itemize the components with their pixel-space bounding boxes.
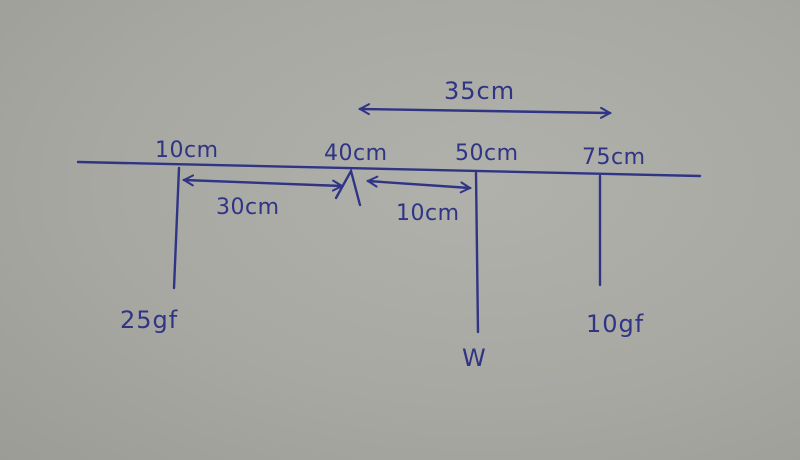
thread-25gf [174,168,179,288]
label-position-40cm: 40cm [324,141,388,166]
label-distance-35cm: 35cm [444,77,516,105]
label-position-75cm: 75cm [582,145,646,170]
label-load-10gf: 10gf [586,310,645,338]
label-distance-10cm: 10cm [396,201,460,226]
label-distance-30cm: 30cm [216,195,280,220]
arrow-10cm [368,181,470,188]
label-load-25gf: 25gf [120,306,179,334]
arrow-35cm [360,109,610,113]
label-position-50cm: 50cm [455,141,519,166]
arrow-30cm [184,180,342,186]
label-load-w: W [462,344,487,372]
label-position-10cm: 10cm [155,138,219,163]
fulcrum [336,171,360,205]
thread-w [476,173,478,332]
